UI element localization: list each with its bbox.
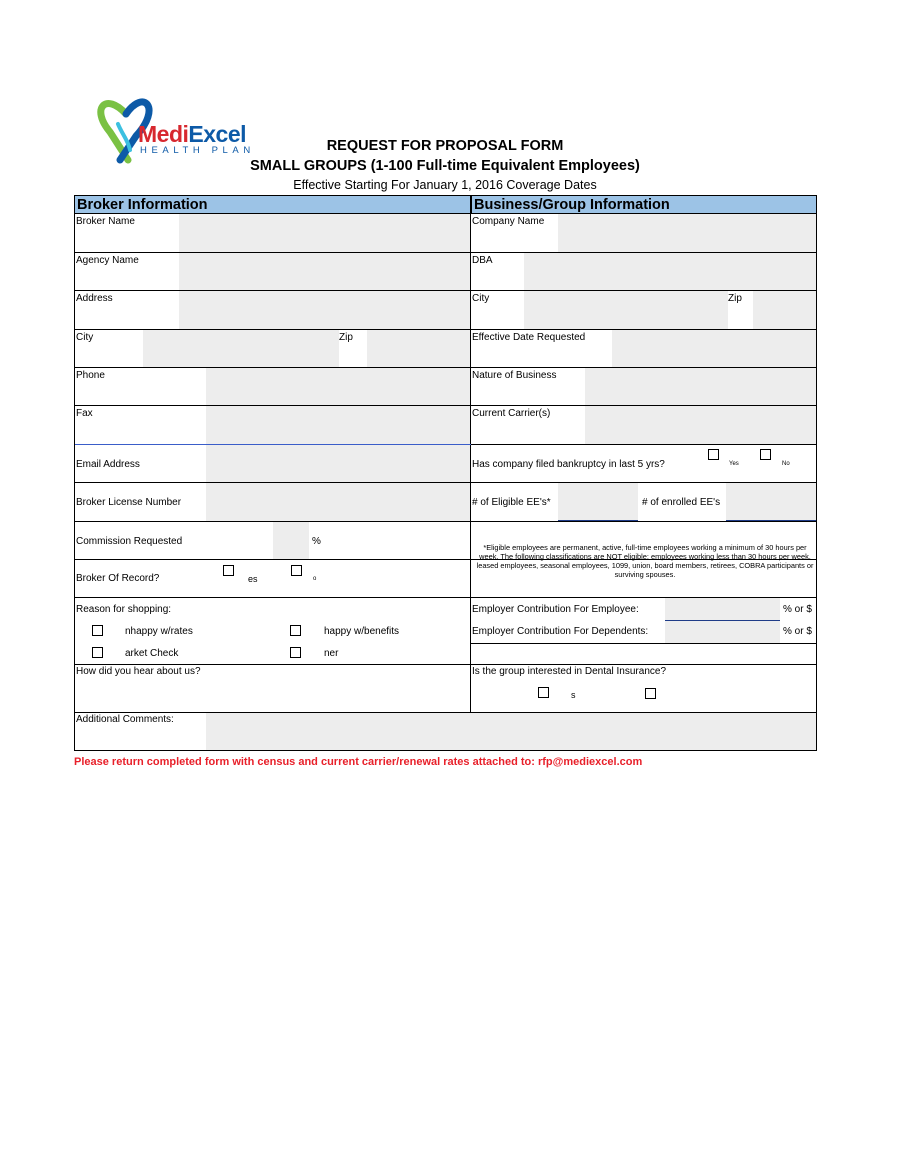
comments-field[interactable] [206,713,816,750]
enrolled-label: # of enrolled EE's [642,497,721,508]
contrib-dependents-unit: % or $ [783,626,812,637]
dental-yes-checkbox[interactable] [538,687,549,698]
company-name-field[interactable] [558,214,816,252]
reason-rates-checkbox[interactable] [92,625,103,636]
agency-name-field[interactable] [179,253,470,290]
reason-other-checkbox[interactable] [290,647,301,658]
bor-no-checkbox[interactable] [291,565,302,576]
email-label: Email Address [76,459,140,470]
reason-market-checkbox[interactable] [92,647,103,658]
dental-label: Is the group interested in Dental Insurance? [472,666,667,677]
eligible-field[interactable] [558,483,638,521]
company-name-label: Company Name [472,216,545,227]
license-field[interactable] [206,483,470,521]
contrib-employee-label: Employer Contribution For Employee: [472,604,639,615]
commission-label: Commission Requested [76,536,183,547]
broker-name-field[interactable] [179,214,470,252]
page-title: REQUEST FOR PROPOSAL FORM [326,138,564,154]
bankruptcy-yes-checkbox[interactable] [708,449,719,460]
carrier-label: Current Carrier(s) [472,408,551,419]
dental-yes-label: s [571,690,576,700]
bankruptcy-label: Has company filed bankruptcy in last 5 yrs? [472,459,665,470]
bor-no-label: o [313,576,317,582]
eligibility-note: *Eligible employees are permanent, active, full-time employees working a minimum of 30 hours per week. The following classifications are NOT eligible: employees working less than 30 hours per week, leased employees, seasonal employees, 1099, union, board members, retirees, COBRA participants or surviving spouses. [476,543,814,579]
logo-name-blue: Excel [188,121,246,147]
business-zip-field[interactable] [753,291,816,329]
bankruptcy-no-label: No [782,461,790,467]
reason-benefits-label: happy w/benefits [324,626,400,637]
footer-instructions: Please return completed form with census and current carrier/renewal rates attached to: rfp@mediexcel.com [74,756,643,768]
agency-name-label: Agency Name [76,255,139,266]
page-subtitle: SMALL GROUPS (1-100 Full-time Equivalent Employees) [250,158,640,174]
reason-market-label: arket Check [125,648,179,659]
comments-label: Additional Comments: [76,714,174,725]
bor-label: Broker Of Record? [76,573,160,584]
rfp-form [74,195,817,751]
eligible-label: # of Eligible EE's* [472,497,551,508]
reason-benefits-checkbox[interactable] [290,625,301,636]
contrib-employee-unit: % or $ [783,604,812,615]
fax-field[interactable] [206,406,470,444]
percent-sign: % [312,536,321,547]
bor-yes-label: es [248,574,258,584]
carrier-field[interactable] [585,406,816,444]
fax-label: Fax [76,408,93,419]
broker-city-field[interactable] [143,330,339,367]
dba-label: DBA [472,255,493,266]
phone-field[interactable] [206,368,470,405]
phone-label: Phone [76,370,105,381]
contrib-dependents-field[interactable] [665,621,780,643]
broker-name-label: Broker Name [76,216,135,227]
enrolled-field[interactable] [726,483,816,521]
bor-yes-checkbox[interactable] [223,565,234,576]
contrib-employee-field[interactable] [665,598,780,620]
nature-label: Nature of Business [472,370,557,381]
reason-other-label: ner [324,648,339,659]
effective-date-field[interactable] [612,330,816,367]
nature-field[interactable] [585,368,816,405]
business-city-label: City [472,293,490,304]
broker-section-header: Broker Information [75,196,471,214]
contrib-dependents-label: Employer Contribution For Dependents: [472,626,649,637]
effective-date-label: Effective Date Requested [472,332,586,343]
email-field[interactable] [206,445,470,482]
effective-line: Effective Starting For January 1, 2016 Coverage Dates [293,178,597,192]
reason-label: Reason for shopping: [76,604,172,615]
address-label: Address [76,293,113,304]
logo-name-red: Medi [138,121,189,147]
hear-label: How did you hear about us? [76,666,201,677]
broker-zip-field[interactable] [367,330,470,367]
bankruptcy-yes-label: Yes [729,461,739,467]
logo-tagline: HEALTH PLAN [140,145,255,156]
bankruptcy-no-checkbox[interactable] [760,449,771,460]
broker-zip-label: Zip [339,332,353,343]
dba-field[interactable] [524,253,816,290]
commission-field[interactable] [273,522,309,559]
dental-no-checkbox[interactable] [645,688,656,699]
reason-rates-label: nhappy w/rates [125,626,193,637]
address-field[interactable] [179,291,470,329]
business-city-field[interactable] [524,291,728,329]
license-label: Broker License Number [76,497,182,508]
business-zip-label: Zip [728,293,742,304]
column-divider [470,196,471,712]
business-section-header: Business/Group Information [471,196,816,214]
broker-city-label: City [76,332,94,343]
